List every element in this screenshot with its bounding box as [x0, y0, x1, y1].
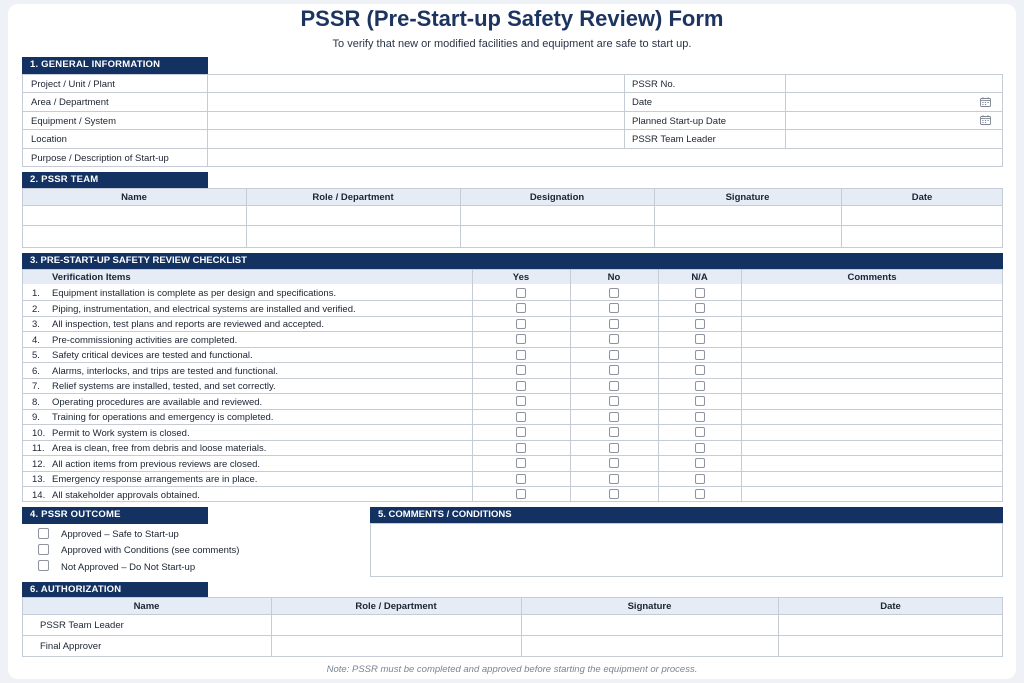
section-checklist-heading: 3. PRE-START-UP SAFETY REVIEW CHECKLIST [22, 253, 1003, 269]
checklist-na-checkbox[interactable] [695, 474, 705, 484]
purpose-field[interactable] [208, 149, 1002, 166]
label-purpose: Purpose / Description of Start-up [31, 153, 169, 164]
checklist-no-checkbox[interactable] [609, 365, 619, 375]
checklist-na-checkbox[interactable] [695, 334, 705, 344]
checklist-col-divider [658, 269, 659, 502]
checklist-col-items: Verification Items [52, 272, 131, 283]
checklist-na-checkbox[interactable] [695, 381, 705, 391]
checklist-na-checkbox[interactable] [695, 396, 705, 406]
label-planned-date: Planned Start-up Date [632, 116, 727, 127]
checklist-no-checkbox[interactable] [609, 443, 619, 453]
checklist-item-number: 8. [32, 396, 40, 408]
checklist-yes-checkbox[interactable] [516, 381, 526, 391]
page-title: PSSR (Pre-Start-up Safety Review) Form [300, 6, 724, 31]
checklist-no-checkbox[interactable] [609, 474, 619, 484]
checklist-item-text: Operating procedures are available and reviewed. [52, 396, 263, 408]
checklist-na-checkbox[interactable] [695, 443, 705, 453]
authorization-row-team-leader: PSSR Team Leader [40, 620, 124, 631]
checklist-item-text: Emergency response arrangements are in place. [52, 474, 258, 485]
checklist-item-text: All stakeholder approvals obtained. [52, 489, 200, 501]
section-outcome-heading: 4. PSSR OUTCOME [22, 507, 208, 523]
checklist-item-number: 7. [32, 381, 40, 392]
checklist-yes-checkbox[interactable] [516, 288, 526, 298]
checklist-na-checkbox[interactable] [695, 489, 705, 499]
section-comments-heading: 5. COMMENTS / CONDITIONS [370, 507, 1003, 523]
checklist-na-checkbox[interactable] [695, 427, 705, 437]
checklist-comment-field[interactable] [742, 363, 1002, 378]
authorization-approver-signature[interactable] [522, 636, 778, 656]
checklist-na-checkbox[interactable] [695, 365, 705, 375]
checklist-col-no: No [607, 272, 621, 283]
authorization-team-leader-role[interactable] [272, 615, 521, 635]
team-row-1-name[interactable] [23, 206, 245, 225]
checklist-yes-checkbox[interactable] [516, 334, 526, 344]
outcome-conditional-checkbox[interactable] [38, 544, 49, 555]
checklist-comment-field[interactable] [742, 440, 1002, 455]
checklist-item-text: Permit to Work system is closed. [52, 427, 190, 439]
section-general-heading: 1. GENERAL INFORMATION [22, 57, 208, 73]
planned-date-field[interactable] [786, 112, 1002, 129]
checklist-comment-field[interactable] [742, 316, 1002, 331]
team-col-role: Role / Department [312, 192, 394, 203]
checklist-yes-checkbox[interactable] [516, 412, 526, 422]
checklist-no-checkbox[interactable] [609, 303, 619, 313]
calendar-icon[interactable] [980, 115, 991, 125]
checklist-yes-checkbox[interactable] [516, 427, 526, 437]
authorization-row-final-approver: Final Approver [40, 641, 102, 652]
section-team-heading: 2. PSSR TEAM [22, 172, 208, 188]
checklist-yes-checkbox[interactable] [516, 474, 526, 484]
checklist-item-text: Relief systems are installed, tested, and set correctly. [52, 381, 276, 392]
outcome-conditional-label: Approved with Conditions (see comments) [61, 545, 240, 556]
checklist-item-number: 11. [32, 443, 45, 454]
checklist-no-checkbox[interactable] [609, 381, 619, 391]
checklist-yes-checkbox[interactable] [516, 443, 526, 453]
checklist-col-divider [472, 269, 473, 502]
comments-field[interactable] [370, 523, 1003, 577]
checklist-item-text: All inspection, test plans and reports are reviewed and accepted. [52, 319, 324, 330]
checklist-yes-checkbox[interactable] [516, 458, 526, 468]
checklist-comment-field[interactable] [742, 285, 1002, 300]
checklist-item-number: 2. [32, 303, 40, 315]
checklist-item-number: 4. [32, 334, 40, 346]
authorization-team-leader-date[interactable] [779, 615, 1002, 635]
checklist-no-checkbox[interactable] [609, 427, 619, 437]
label-area: Area / Department [31, 97, 109, 108]
label-date: Date [632, 97, 653, 108]
checklist-item-text: Area is clean, free from debris and loose materials. [52, 443, 267, 454]
checklist-item-text: All action items from previous reviews are closed. [52, 458, 261, 470]
authorization-col-role: Role / Department [355, 601, 437, 612]
checklist-item-text: Training for operations and emergency is completed. [52, 412, 274, 423]
checklist-na-checkbox[interactable] [695, 288, 705, 298]
section-authorization-heading: 6. AUTHORIZATION [22, 582, 208, 598]
checklist-item-text: Pre-commissioning activities are completed. [52, 334, 238, 346]
area-field[interactable] [208, 93, 624, 111]
checklist-col-divider [570, 269, 571, 502]
checklist-comment-field[interactable] [742, 332, 1002, 347]
checklist-col-yes: Yes [512, 272, 530, 283]
location-field[interactable] [208, 130, 624, 148]
checklist-na-checkbox[interactable] [695, 350, 705, 360]
checklist-item-number: 14. [32, 489, 46, 501]
checklist-item-number: 3. [32, 319, 40, 330]
checklist-yes-checkbox[interactable] [516, 350, 526, 360]
checklist-comment-field[interactable] [742, 471, 1002, 486]
checklist-item-number: 9. [32, 412, 40, 423]
authorization-col-signature: Signature [627, 601, 672, 612]
checklist-na-checkbox[interactable] [695, 412, 705, 422]
label-project: Project / Unit / Plant [31, 79, 115, 90]
outcome-approved-checkbox[interactable] [38, 528, 49, 539]
checklist-yes-checkbox[interactable] [516, 319, 526, 329]
checklist-item-text: Safety critical devices are tested and functional. [52, 350, 253, 361]
checklist-item-number: 12. [32, 458, 46, 470]
checklist-item-number: 10. [32, 427, 46, 439]
equipment-field[interactable] [208, 112, 624, 129]
checklist-comment-field[interactable] [742, 409, 1002, 424]
authorization-col-date: Date [880, 601, 901, 612]
checklist-comment-field[interactable] [742, 456, 1002, 471]
project-field[interactable] [208, 75, 624, 92]
authorization-team-leader-signature[interactable] [522, 615, 778, 635]
label-location: Location [31, 134, 67, 145]
page-subtitle: To verify that new or modified facilities and equipment are safe to start up. [332, 38, 692, 50]
checklist-no-checkbox[interactable] [609, 458, 619, 468]
authorization-approver-date[interactable] [779, 636, 1002, 656]
authorization-col-name: Name [133, 601, 160, 612]
checklist-no-checkbox[interactable] [609, 334, 619, 344]
checklist-comment-field[interactable] [742, 347, 1002, 362]
team-row-2-name[interactable] [23, 226, 245, 247]
team-col-designation: Designation [529, 192, 585, 203]
checklist-col-comments: Comments [847, 272, 897, 283]
checklist-yes-checkbox[interactable] [516, 303, 526, 313]
checklist-no-checkbox[interactable] [609, 489, 619, 499]
checklist-no-checkbox[interactable] [609, 350, 619, 360]
team-leader-field[interactable] [786, 130, 1002, 148]
checklist-no-checkbox[interactable] [609, 412, 619, 422]
outcome-approved-label: Approved – Safe to Start-up [61, 529, 179, 540]
general-col-divider [624, 74, 625, 149]
checklist-comment-field[interactable] [742, 378, 1002, 393]
label-equipment: Equipment / System [31, 116, 117, 127]
authorization-approver-role[interactable] [272, 636, 521, 656]
checklist-na-checkbox[interactable] [695, 303, 705, 313]
label-team-leader: PSSR Team Leader [632, 134, 716, 145]
pssr-no-field[interactable] [786, 75, 1002, 92]
checklist-na-checkbox[interactable] [695, 458, 705, 468]
footer-note: Note: PSSR must be completed and approved before starting the equipment or process. [326, 664, 698, 675]
team-col-date: Date [911, 192, 933, 203]
outcome-not-approved-checkbox[interactable] [38, 560, 49, 571]
team-col-name: Name [121, 192, 147, 203]
checklist-no-checkbox[interactable] [609, 319, 619, 329]
checklist-item-number: 13. [32, 474, 46, 485]
checklist-no-checkbox[interactable] [609, 288, 619, 298]
checklist-comment-field[interactable] [742, 425, 1002, 440]
outcome-not-approved-label: Not Approved – Do Not Start-up [61, 562, 196, 573]
checklist-yes-checkbox[interactable] [516, 489, 526, 499]
calendar-icon[interactable] [980, 97, 991, 107]
checklist-item-number: 1. [32, 288, 40, 299]
date-field[interactable] [786, 93, 1002, 111]
checklist-item-number: 6. [32, 365, 40, 377]
checklist-comment-field[interactable] [742, 487, 1002, 502]
checklist-item-text: Equipment installation is complete as per design and specifications. [52, 288, 337, 299]
checklist-yes-checkbox[interactable] [516, 365, 526, 375]
checklist-item-text: Alarms, interlocks, and trips are tested and functional. [52, 365, 279, 377]
team-col-signature: Signature [725, 192, 770, 203]
checklist-no-checkbox[interactable] [609, 396, 619, 406]
checklist-yes-checkbox[interactable] [516, 396, 526, 406]
section-outcome-underline [22, 522, 208, 524]
checklist-item-number: 5. [32, 350, 40, 361]
checklist-col-na: N/A [691, 272, 708, 283]
checklist-item-text: Piping, instrumentation, and electrical systems are installed and verified. [52, 303, 356, 315]
checklist-na-checkbox[interactable] [695, 319, 705, 329]
checklist-comment-field[interactable] [742, 394, 1002, 409]
checklist-comment-field[interactable] [742, 301, 1002, 316]
label-pssr-no: PSSR No. [632, 79, 676, 90]
